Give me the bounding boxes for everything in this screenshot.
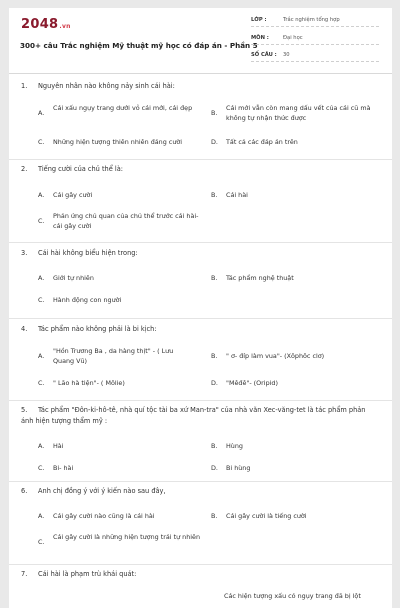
logo-text: 2048 xyxy=(21,17,59,32)
option-c[interactable]: C. Phản ứng chủ quan của chủ thể trước cái hài- cái gây cười xyxy=(38,212,199,230)
question-text: 1. Nguyên nhân nào không nảy sinh cái hài: xyxy=(21,82,175,90)
meta-class-value: Trắc nghiệm tổng hợp xyxy=(283,17,340,23)
meta-count xyxy=(251,51,379,62)
question-3: 3. Cái hài không biểu hiện trong: A. Giới tự nhiên B. Tác phẩm nghệ thuật C. Hành động con người xyxy=(21,248,383,320)
option-a[interactable]: A. "Hồn Trương Ba , da hàng thịt" - ( Lưu Quang Vũ) xyxy=(38,347,174,365)
question-text: 2. Tiếng cười của chủ thể là: xyxy=(21,165,123,173)
question-6: 6. Anh chị đồng ý với ý kiến nào sau đây, A. Cái gây cười nào cũng là cái hài B. Cái gây cười là tiếng cười C. Cái gây cười là những hiện tượng trái tự nhiên xyxy=(21,486,383,564)
meta-subject xyxy=(251,34,379,45)
question-text: 6. Anh chị đồng ý với ý kiến nào sau đây, xyxy=(21,487,166,495)
divider xyxy=(9,242,392,243)
document-title: 300+ câu Trắc nghiệm Mỹ thuật mỹ học có đáp án - Phần 5 xyxy=(20,41,258,50)
question-text: 5. Tác phẩm "Đôn-ki-hô-tê, nhà quí tộc tài ba xứ Man-tra" của nhà văn Xec-văng-tet là tác phẩm phản ánh hiện tượng thẩm mỹ : xyxy=(21,406,366,425)
meta-subject-label: MÔN : xyxy=(251,35,269,41)
question-2: 2. Tiếng cười của chủ thể là: A. Cái gây cười B. Cái hài C. Phản ứng chủ quan của chủ thể trước cái hài- cái gây cười xyxy=(21,164,383,244)
site-logo[interactable] xyxy=(21,17,71,32)
meta-class-label: LỚP : xyxy=(251,17,267,23)
option-a[interactable]: A. Cái xấu ngụy trang dưới vỏ cái mới, cái đẹp xyxy=(38,104,193,117)
divider xyxy=(9,481,392,482)
divider xyxy=(9,318,392,319)
option-c[interactable]: C. Cái gây cười là những hiện tượng trái tự nhiên xyxy=(38,533,201,546)
divider xyxy=(9,400,392,401)
question-text: 7. Cái hài là phạm trù khái quát: xyxy=(21,570,137,578)
meta-count-label: SỐ CÂU : xyxy=(251,52,277,58)
question-text: 3. Cái hài không biểu hiện trong: xyxy=(21,249,138,257)
logo-suffix: .vn xyxy=(59,23,71,30)
question-5: 5. Tác phẩm "Đôn-ki-hô-tê, nhà quí tộc tài ba xứ Man-tra" của nhà văn Xec-văng-tet là tác phẩm phản ánh hiện tượng thẩm mỹ : A. Hài B. Hùng C. Bi- hài D. Bi hùng xyxy=(21,405,383,483)
document-page xyxy=(9,8,392,608)
divider xyxy=(9,159,392,160)
divider xyxy=(9,564,392,565)
question-7: 7. Cái hài là phạm trù khái quát: Các hiện tượng xấu có ngụy trang đã bị lột xyxy=(21,569,383,600)
option-b[interactable]: B. Cái mới vẫn còn mang dấu vết của cái cũ mà không tự nhận thức được xyxy=(211,104,371,122)
meta-count-value: 30 xyxy=(283,52,290,58)
meta-class xyxy=(251,16,379,27)
question-text: 4. Tác phẩm nào không phải là bi kịch: xyxy=(21,325,157,333)
question-1: 1. Nguyên nhân nào không nảy sinh cái hài: A. Cái xấu ngụy trang dưới vỏ cái mới, cái đẹp B. Cái mới vẫn còn mang dấu vết của cái cũ mà không tự nhận thức được C. Những hiện tượng thiên nhiên đáng cười D. Tất cả các đáp án trên xyxy=(21,81,383,161)
document-header xyxy=(9,8,392,74)
meta-subject-value: Đại học xyxy=(283,35,303,41)
question-4: 4. Tác phẩm nào không phải là bi kịch: A. "Hồn Trương Ba , da hàng thịt" - ( Lưu Quang Vũ) B. " ơ- đíp làm vua"- (Xôphôc clơ) C. " Lão hà tiện"- ( Môlie) D. "Mêđê"- (Oripid) xyxy=(21,324,383,402)
